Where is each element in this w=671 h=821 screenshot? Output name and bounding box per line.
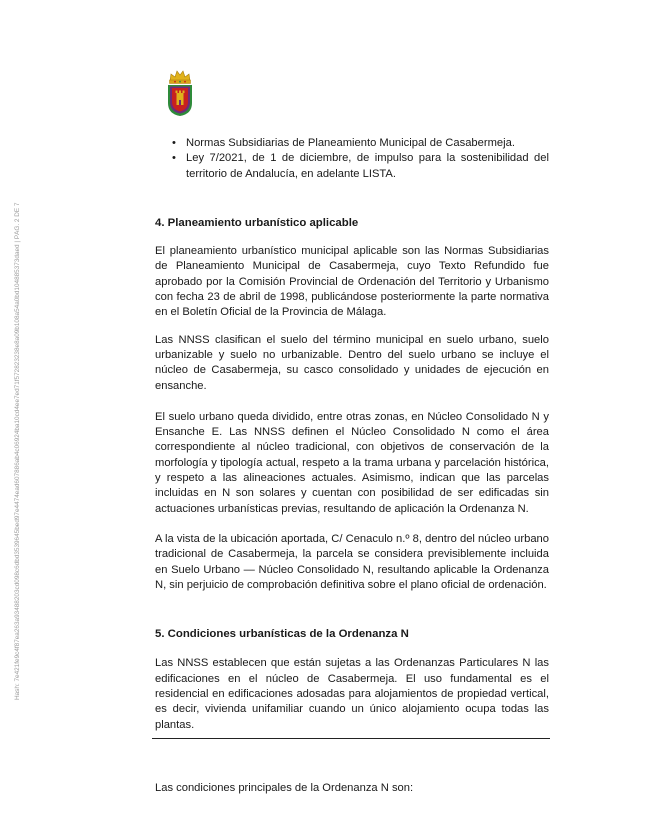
bullet-icon: • <box>172 137 176 149</box>
document-body <box>155 136 549 796</box>
list-item: • Normas Subsidiarias de Planeamiento Municipal de Casabermeja. <box>172 136 549 151</box>
paragraph: El planeamiento urbanístico municipal aplicable son las Normas Subsidiarias de Planeamiento Municipal de Casabermeja, cuyo Texto Refundido fue aprobado por la Comisión Provincial de Ordenación del Territorio y Urbanismo con fecha 23 de abril de 1998, publicándose posteriormente la parte normativa en el Boletín Oficial de la Provincia de Málaga. <box>155 245 549 319</box>
section-4-heading: 4. Planeamiento urbanístico aplicable <box>155 216 359 229</box>
section-5-heading: 5. Condiciones urbanísticas de la Ordenanza N <box>155 628 409 641</box>
municipal-crest-logo <box>166 67 194 117</box>
paragraph: A la vista de la ubicación aportada, C/ Cenaculo n.º 8, dentro del núcleo urbano tradicional de Casabermeja, la parcela se considera previsiblemente incluida en Suelo Urbano — Núcleo Consolidado N, resultando aplicable la Ordenanza N, sin perjuicio de comprobación definitiva sobre el plano oficial de ordenación. <box>155 532 549 591</box>
regulations-list <box>172 136 549 182</box>
horizontal-rule <box>152 738 550 739</box>
document-hash-stamp: Hash: 7e421fe9c4f87ea263a93488203cd098c6dbd3539645bed97e4474ead607886ab4c06924ba10cd4ee7ed71f572823238e8a09b108a54a0bd104885373daed | PÁG. 2 DE 7 <box>14 202 21 700</box>
list-item: • Ley 7/2021, de 1 de diciembre, de impulso para la sostenibilidad del territorio de Andalucía, en adelante LISTA. <box>172 152 549 180</box>
paragraph: Las NNSS clasifican el suelo del término municipal en suelo urbano, suelo urbanizable y suelo no urbanizable. Dentro del suelo urbano se incluye el núcleo de Casabermeja, su casco consolidado y unidades de ejecución en ensanche. <box>155 333 549 392</box>
bullet-icon: • <box>172 152 176 165</box>
paragraph: Las NNSS establecen que están sujetas a las Ordenanzas Particulares N las edificaciones en el núcleo de Casabermeja. El uso fundamental es el residencial en edificaciones adosadas para alojamientos de propiedad vertical, es decir, vivienda unifamiliar cuando un único alojamiento ocupa todas las plantas. <box>155 657 549 731</box>
paragraph: Las condiciones principales de la Ordenanza N son: <box>155 781 414 794</box>
paragraph: El suelo urbano queda dividido, entre otras zonas, en Núcleo Consolidado N y Ensanche E. Las NNSS definen el Núcleo Consolidado N como el área correspondiente al núcleo tradicional, con objetivos de conservación de la morfología y tipología actual, respeto a la trama urbana y parcelación histórica, y respeto a las alineaciones actuales. Asimismo, indican que las parcelas incluidas en N son solares y cuentan con posibilidad de ser edificadas sin actuaciones urbanísticas previas, resultando de aplicación la Ordenanza N. <box>155 410 549 515</box>
